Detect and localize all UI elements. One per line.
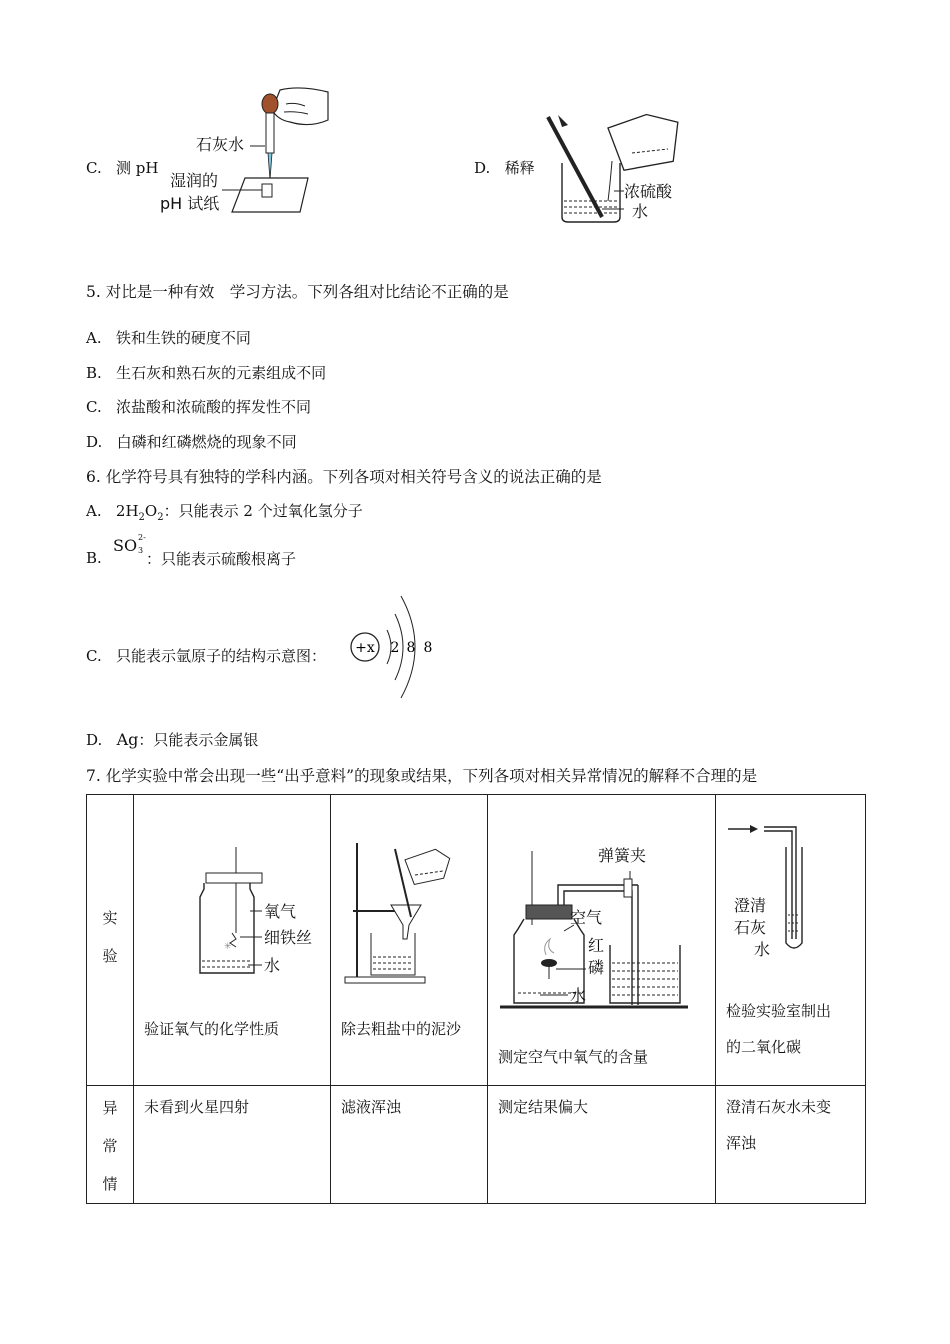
q6-option-d bbox=[86, 729, 258, 750]
pouring-beaker bbox=[607, 110, 684, 171]
experiment-cell-4 bbox=[716, 795, 866, 1086]
abnormal-text-line2: 浑浊 bbox=[726, 1134, 757, 1152]
abnormal-text-line1: 澄清石灰水未变 bbox=[726, 1098, 832, 1116]
row-header-text: 异常情 bbox=[102, 1099, 118, 1193]
label-iron-wire: 细铁丝 bbox=[264, 928, 313, 947]
label-lime: 石灰 bbox=[734, 918, 767, 937]
option-text: 铁和生铁的硬度不同 bbox=[115, 329, 251, 347]
shell-3-count: 8 bbox=[423, 640, 433, 656]
q5-option-b bbox=[86, 362, 326, 383]
symbol: Ag bbox=[116, 730, 139, 749]
label-limewater: 石灰水 bbox=[196, 135, 245, 154]
dropper-bulb bbox=[262, 94, 278, 114]
q6-option-a bbox=[86, 500, 363, 523]
q5-option-c bbox=[86, 396, 311, 417]
option-label: C. bbox=[86, 647, 102, 665]
glass-rod bbox=[548, 117, 602, 217]
option-label: B. bbox=[86, 549, 102, 567]
nucleus-label: +x bbox=[355, 640, 375, 656]
experiment-cell-3 bbox=[488, 795, 716, 1086]
row-header-abnormal bbox=[87, 1086, 134, 1204]
spring-clamp bbox=[624, 879, 632, 897]
label-conc-acid: 浓硫酸 bbox=[624, 182, 673, 201]
test-tube bbox=[786, 847, 802, 948]
delivery-tube bbox=[764, 827, 796, 939]
q6-option-c bbox=[86, 645, 326, 666]
shell-2-count: 8 bbox=[406, 640, 416, 656]
option-text: ：只能表示硫酸根离子 bbox=[146, 550, 297, 568]
q7-stem: 7. 化学实验中常会出现一些“出乎意料”的现象或结果，下列各项对相关异常情况的解释不合理的是 bbox=[86, 767, 758, 785]
experiment-caption: 测定空气中氧气的含量 bbox=[498, 1048, 649, 1066]
label-air: 空气 bbox=[570, 908, 603, 927]
label-water: 水 bbox=[754, 940, 771, 959]
label-phosphorus: 磷 bbox=[588, 958, 605, 977]
label-oxygen: 氧气 bbox=[264, 902, 297, 921]
funnel bbox=[391, 905, 421, 939]
experiment-caption: 除去粗盐中的泥沙 bbox=[341, 1020, 462, 1038]
option-text: 浓盐酸和浓硫酸的挥发性不同 bbox=[116, 398, 312, 416]
q5-stem: 5. 对比是一种有效 学习方法。下列各组对比结论不正确的是 bbox=[86, 283, 509, 301]
label-water: 水 bbox=[264, 956, 281, 975]
sulfite-formula: SO bbox=[113, 536, 138, 555]
abnormal-cell-3 bbox=[488, 1086, 716, 1204]
co2-test-figure bbox=[724, 819, 864, 969]
experiment-table bbox=[86, 794, 866, 1204]
svg-text:✳: ✳ bbox=[224, 942, 232, 952]
experiment-cell-1 bbox=[134, 795, 331, 1086]
label-paper-line2: pH 试纸 bbox=[160, 194, 220, 213]
label-paper-line1: 湿润的 bbox=[170, 171, 219, 190]
pouring-beaker bbox=[404, 847, 453, 885]
option-label: B. bbox=[86, 364, 102, 382]
q6-stem: 6. 化学符号具有独特的学科内涵。下列各项对相关符号含义的说法正确的是 bbox=[86, 468, 602, 486]
label-water: 水 bbox=[570, 986, 587, 1005]
ph-paper bbox=[262, 184, 272, 197]
option-text: ：只能表示 2 个过氧化氢分子 bbox=[163, 502, 363, 520]
iron-oxygen-figure bbox=[144, 843, 324, 983]
row-header-text: 实验 bbox=[102, 909, 118, 965]
option-text: 只能表示氩原子的结构示意图： bbox=[116, 647, 327, 665]
experiment-caption-line2: 的二氧化碳 bbox=[726, 1038, 802, 1056]
abnormal-row bbox=[87, 1086, 866, 1204]
abnormal-cell-2 bbox=[331, 1086, 488, 1204]
water-beaker bbox=[610, 945, 680, 1003]
experiment-caption-line1: 检验实验室制出 bbox=[726, 1002, 832, 1020]
atom-structure-diagram bbox=[345, 592, 445, 702]
option-label: D. bbox=[86, 731, 103, 749]
experiment-cell-2 bbox=[331, 795, 488, 1086]
formula: $2H_2O_2$ bbox=[115, 502, 164, 523]
row-header-experiment bbox=[87, 795, 134, 1086]
bottle-stopper bbox=[206, 873, 262, 883]
gas-bottle bbox=[200, 883, 254, 973]
abnormal-cell-4 bbox=[716, 1086, 866, 1204]
label-clear: 澄清 bbox=[734, 896, 767, 915]
option-label: D. bbox=[86, 433, 103, 451]
experiment-row bbox=[87, 795, 866, 1086]
dropper-tube bbox=[266, 113, 274, 153]
option-label: A. bbox=[86, 329, 102, 347]
option-text: 生石灰和熟石灰的元素组成不同 bbox=[116, 364, 327, 382]
abnormal-text: 滤液浑浊 bbox=[341, 1098, 402, 1116]
option-text: 测 pH bbox=[116, 159, 159, 177]
option-text: 稀释 bbox=[504, 159, 535, 177]
bottle-stopper bbox=[526, 905, 572, 919]
experiment-caption: 验证氧气的化学性质 bbox=[144, 1020, 280, 1038]
option-text: ：只能表示金属银 bbox=[138, 731, 259, 749]
ph-test-figure bbox=[160, 80, 340, 220]
phosphorus-spoon bbox=[541, 959, 557, 967]
hand-figure bbox=[272, 88, 328, 125]
sub-3: 3 bbox=[138, 546, 144, 555]
abnormal-text: 未看到火星四射 bbox=[144, 1098, 250, 1116]
filtration-figure bbox=[341, 839, 481, 989]
option-label: A. bbox=[86, 502, 102, 520]
abnormal-text: 测定结果偏大 bbox=[498, 1098, 589, 1116]
q4-option-c bbox=[86, 157, 158, 178]
label-red: 红 bbox=[588, 936, 605, 955]
option-label: C. bbox=[86, 159, 102, 177]
stand-base bbox=[345, 977, 425, 983]
shell-1-count: 2 bbox=[390, 640, 400, 656]
option-label: C. bbox=[86, 398, 102, 416]
air-oxygen-figure bbox=[498, 845, 713, 1015]
q5-option-a bbox=[86, 327, 251, 348]
option-text: 白磷和红磷燃烧的现象不同 bbox=[116, 433, 297, 451]
label-water: 水 bbox=[632, 202, 649, 221]
q5-option-d bbox=[86, 431, 297, 452]
option-label: D. bbox=[474, 159, 491, 177]
dilution-figure bbox=[540, 105, 700, 230]
abnormal-cell-1 bbox=[134, 1086, 331, 1204]
q4-option-d bbox=[474, 157, 535, 178]
label-spring-clamp: 弹簧夹 bbox=[598, 846, 647, 865]
charge-sup: 2- bbox=[138, 533, 146, 542]
